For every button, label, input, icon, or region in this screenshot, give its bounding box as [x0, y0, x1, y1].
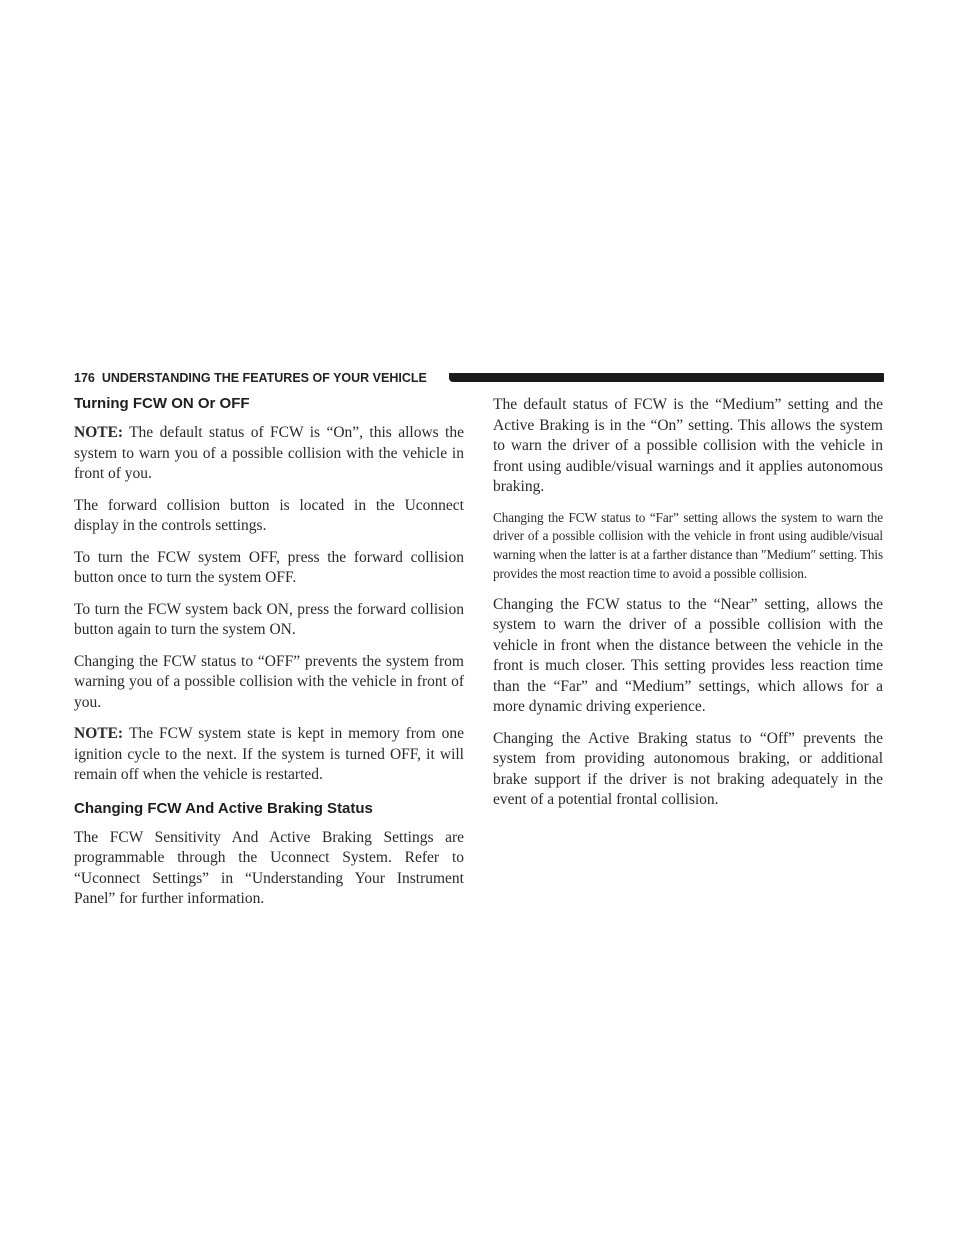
left-column — [74, 395, 464, 921]
paragraph-turn-off: To turn the FCW system OFF, press the forward collision button once to turn the system OFF. — [74, 548, 464, 586]
heading-turning-fcw: Turning FCW ON Or OFF — [74, 395, 250, 412]
note-text: The default status of FCW is “On”, this allows the system to warn you of a possible collision with the vehicle in front of you. — [74, 424, 464, 482]
note-label: NOTE: — [74, 725, 124, 742]
heading-changing-status: Changing FCW And Active Braking Status — [74, 799, 373, 817]
note-text: The FCW system state is kept in memory from one ignition cycle to the next. If the system is turned OFF, it will remain off when the vehicle is restarted. — [74, 725, 464, 783]
header-bar — [449, 373, 884, 382]
right-column — [493, 395, 883, 822]
note-memory — [74, 724, 464, 786]
header-text — [74, 370, 427, 386]
page-number: 176 — [74, 371, 95, 385]
paragraph-default-medium: The default status of FCW is the “Medium” setting and the Active Braking is in the “On” setting. This allows the system to warn the driver of a possible collision with the vehicle in front using audible/visual warnings and it applies autonomous braking. — [493, 396, 883, 495]
paragraph-off-status: Changing the FCW status to “OFF” prevents the system from warning you of a possible collision with the vehicle in front of you. — [74, 652, 464, 711]
paragraph-turn-on: To turn the FCW system back ON, press the forward collision button again to turn the system ON. — [74, 600, 464, 638]
paragraph-programmable: The FCW Sensitivity And Active Braking Settings are programmable through the Uconnect System. Refer to “Uconnect Settings” in “Understanding Your Instrument Panel” for further information. — [74, 828, 464, 907]
section-title: UNDERSTANDING THE FEATURES OF YOUR VEHICLE — [101, 371, 427, 385]
note-label: NOTE: — [74, 424, 124, 441]
paragraph-near-setting: Changing the FCW status to the “Near” setting, allows the system to warn the driver of a possible collision with the vehicle in front when the distance between the vehicle in the front is much closer. This setting provides less reaction time than the “Far” and “Medium” settings, which allows for a more dynamic driving experience. — [493, 595, 883, 716]
paragraph-button-location: The forward collision button is located in the Uconnect display in the controls settings. — [74, 496, 464, 534]
note-default-status — [74, 423, 464, 485]
paragraph-far-setting: Changing the FCW status to “Far” setting allows the system to warn the driver of a possible collision with the vehicle in front using audible/visual warning when the latter is at a farther distance than ″Medium″ setting. This provides the most reaction time to avoid a possible collision. — [493, 509, 883, 581]
paragraph-active-braking-off: Changing the Active Braking status to “Off” prevents the system from providing autonomous braking, or additional brake support if the driver is not braking adequately in the event of a potential frontal collision. — [493, 729, 883, 809]
page-header — [74, 370, 884, 388]
